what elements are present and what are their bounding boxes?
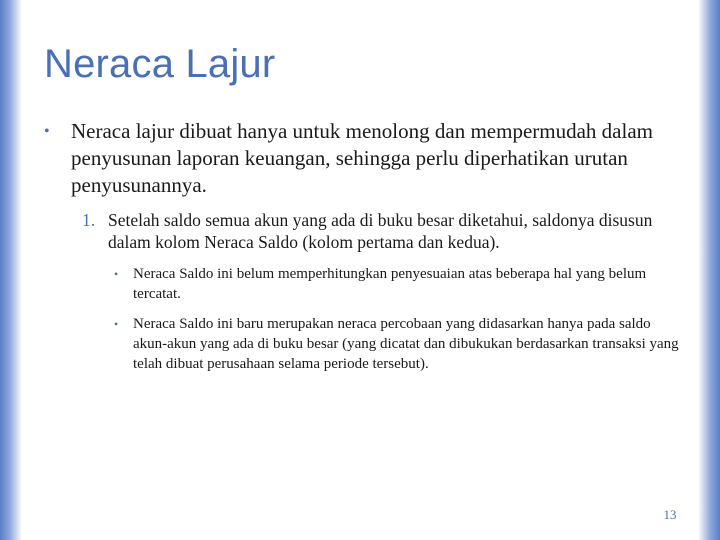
sub-bullet-marker: • bbox=[114, 317, 119, 331]
sub-bullet-2 bbox=[114, 314, 680, 374]
item-text: Setelah saldo semua akun yang ada di buku besar diketahui, saldonya disusun dalam kolom Neraca Saldo (kolom pertama dan kedua). bbox=[108, 210, 653, 252]
sub-bullet-text: Neraca Saldo ini belum memperhitungkan penyesuaian atas beberapa hal yang belum tercatat. bbox=[133, 266, 647, 302]
page-number: 13 bbox=[663, 507, 677, 522]
sub-bullet-text: Neraca Saldo ini baru merupakan neraca percobaan yang didasarkan hanya pada saldo akun-akun yang ada di buku besar (yang dicatat dan dibukukan berdasarkan transaksi yang telah dibuat perusahaan selama periode tersebut). bbox=[133, 316, 679, 372]
numbered-item-1 bbox=[82, 209, 682, 253]
sub-bullet-1 bbox=[114, 264, 680, 304]
slide-title: Neraca Lajur bbox=[44, 42, 276, 86]
sub-bullet-marker: • bbox=[114, 267, 119, 281]
item-number: 1. bbox=[82, 210, 96, 230]
bullet-text: Neraca lajur dibuat hanya untuk menolong dan mempermudah dalam penyusunan laporan keuangan, sehingga perlu diperhatikan urutan penyusunannya. bbox=[71, 119, 653, 197]
left-edge-decoration bbox=[0, 0, 22, 540]
right-edge-decoration bbox=[698, 0, 720, 540]
bullet-marker: • bbox=[44, 123, 50, 140]
bullet-level1 bbox=[44, 118, 684, 199]
